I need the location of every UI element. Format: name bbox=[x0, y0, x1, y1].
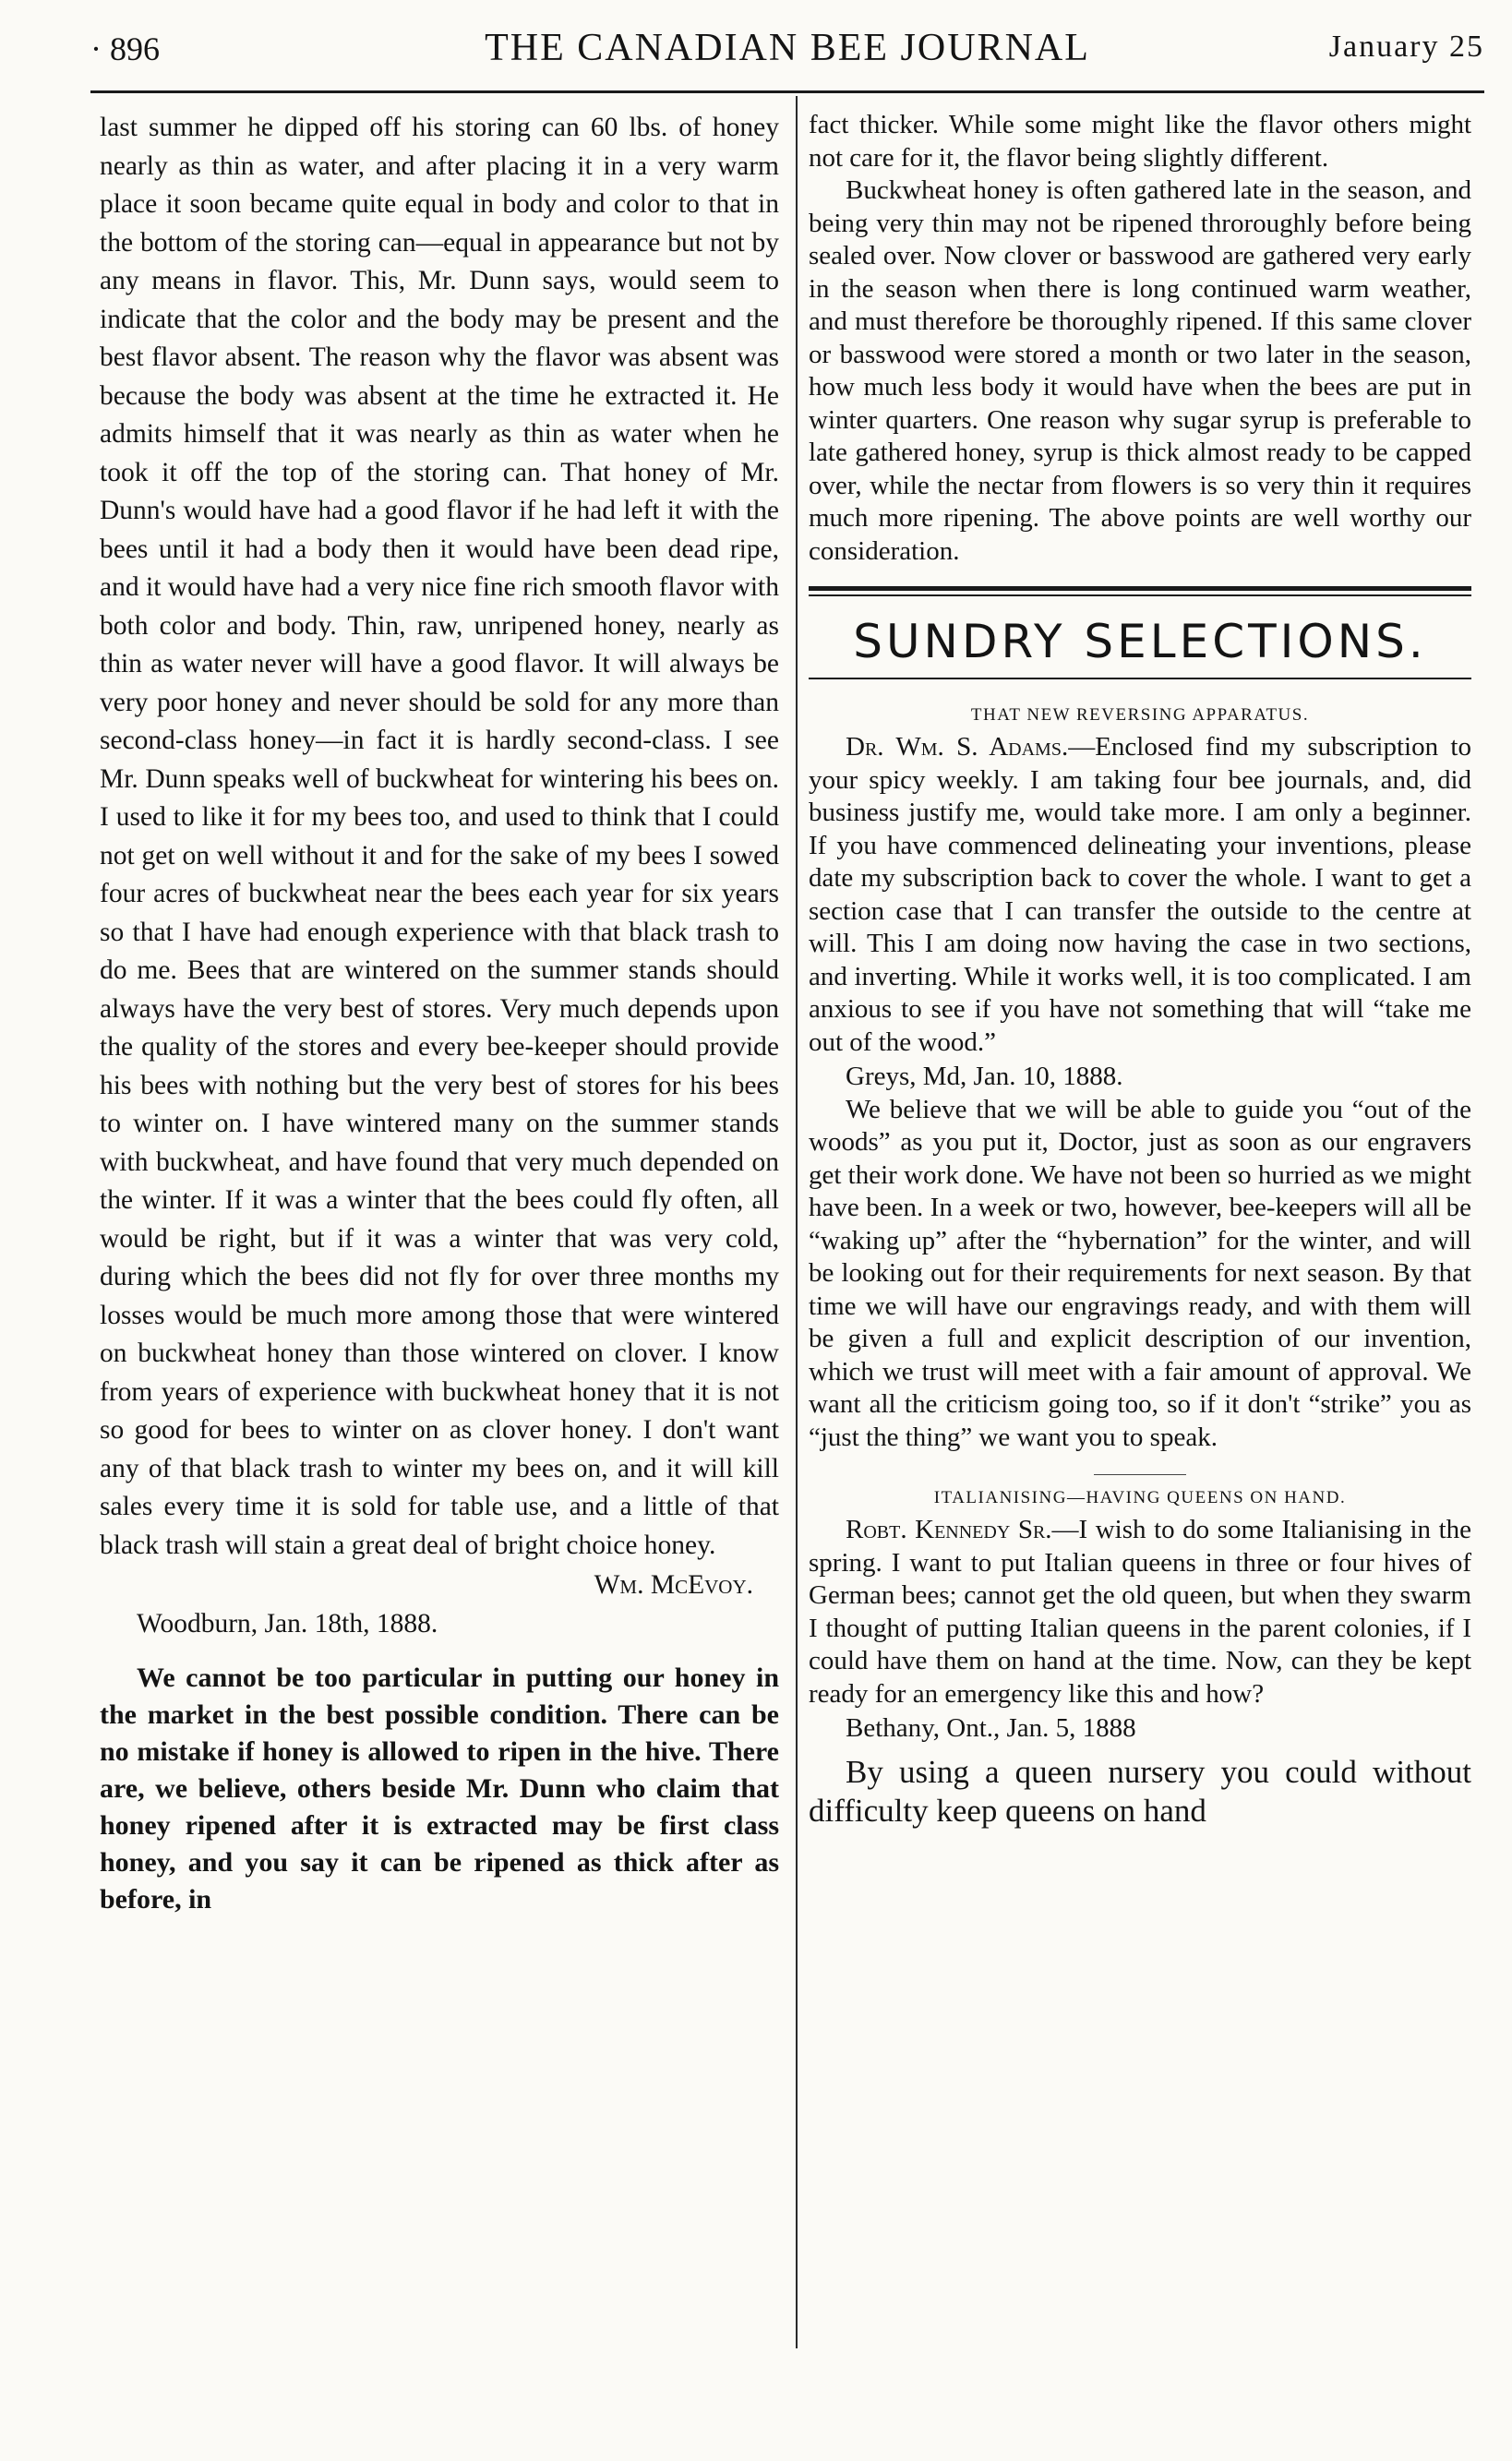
page-number: · 896 bbox=[90, 30, 160, 67]
letter-body: —I wish to do some Italianising in the spring. I want to put Italian queens in three or four hives of German bees; cannot get the old queen, but when they swarm I thought of putting Italian queens in the parent colonies, if I could have them on hand at the time. Now, can they be kept ready for an emergency like this and how? bbox=[809, 1515, 1471, 1709]
page-header bbox=[90, 24, 1484, 79]
letter-dateline: Greys, Md, Jan. 10, 1888. bbox=[846, 1062, 1123, 1091]
header-rule bbox=[90, 90, 1484, 93]
section-title-rule bbox=[809, 678, 1471, 679]
section-title: SUNDRY SELECTIONS. bbox=[853, 615, 1427, 668]
editor-reply: By using a queen nursery you could without difficulty keep queens on hand bbox=[809, 1753, 1471, 1829]
editor-reply: We believe that we will be able to guide you “out of the woods” as you put it, Doctor, just as soon as our engravers get their work done. We have not been so hurried as we might have been. In a week or two, however, bee-keepers will all be “waking up” after the “hybernation” for the winter, and will be looking out for their requirements for next season. By that time we will have our engravings ready, and with them will be given a full and explicit description of our invention, which we trust will meet with a fair amount of approval. We want all the criticism going too, so if it don't “strike” you as “just the thing” we want you to speak. bbox=[809, 1094, 1471, 1452]
journal-title: THE CANADIAN BEE JOURNAL bbox=[485, 27, 1090, 69]
letter-paragraph bbox=[809, 731, 1471, 1059]
issue-date: January 25 bbox=[1328, 30, 1484, 64]
right-column bbox=[809, 109, 1471, 1831]
author-signature: Wm. McEvoy. bbox=[594, 1570, 753, 1600]
continuation-paragraph: fact thicker. While some might like the flavor others might not care for it, the flavor being slightly different. bbox=[809, 110, 1471, 173]
article-heading: ITALIANISING—HAVING QUEENS ON HAND. bbox=[933, 1488, 1347, 1507]
letter-paragraph bbox=[809, 1514, 1471, 1711]
continuation-paragraph: Buckwheat honey is often gathered late in the season, and being very thin may not be ripened throroughly before being sealed over. Now clover or basswood are gathered very early in the season when there is long continued warm weather, and must therefore be thoroughly ripened. If this same clover or basswood were stored a month or two later in the season, how much less body it would have when the bees are put in winter quarters. One reason why sugar syrup is preferable to late gathered honey, syrup is thick almost ready to be capped over, while the nectar from flowers is so very thin it requires much more ripening. The above points are well worthy our consideration. bbox=[809, 175, 1471, 566]
article-paragraph: last summer he dipped off his storing can 60 lbs. of honey nearly as thin as water, and after placing it in a very warm place it soon became quite equal in body and color to that in the bottom of the storing can—equal in appearance but not by any means in flavor. This, Mr. Dunn says, would seem to indicate that the color and the body may be present and the best flavor absent. The reason why the flavor was absent was because the body was absent at the time he extracted it. He admits himself that it was nearly as thin as water when he took it off the top of the storing can. That honey of Mr. Dunn's would have had a good flavor if he had left it with the bees until it had a body then it would have been dead ripe, and it would have had a very nice fine rich smooth flavor with both color and body. Thin, raw, unripened honey, nearly as thin as water never will have a good flavor. It will always be very poor honey and never should be sold for any more than second-class honey—in fact it is hardly second-class. I see Mr. Dunn speaks well of buckwheat for wintering his bees on. I used to like it for my bees too, and used to think that I could not get on well without it and for the sake of my bees I sowed four acres of buckwheat near the bees each year for six years so that I have had enough experience with that black trash to do me. Bees that are wintered on the summer stands should always have the very best of stores. Very much depends upon the quality of the stores and every bee-keeper should provide his bees with nothing but the very best of stores for his bees to winter on. I have wintered many on the summer stands with buckwheat, and have found that very much depended on the winter. If it was a winter that the bees could fly often, all would be right, but if it was a winter that was very cold, during which the bees did not fly for over three months my losses would be much more among those that were wintered on buckwheat honey than those wintered on clover. I know from years of experience with buckwheat honey that it is not so good for bees to winter on as clover honey. I don't want any of that black trash to winter my bees on, and it will kill sales every time it is sold for table use, and a little of that black trash will stain a great deal of bright choice honey. bbox=[100, 113, 779, 1560]
left-column bbox=[100, 109, 779, 1918]
letter-dateline: Bethany, Ont., Jan. 5, 1888 bbox=[846, 1713, 1136, 1743]
letter-author: Dr. Wm. S. Adams. bbox=[846, 732, 1069, 762]
article-dateline: Woodburn, Jan. 18th, 1888. bbox=[137, 1608, 438, 1639]
article-separator bbox=[1094, 1474, 1186, 1475]
section-rule bbox=[809, 586, 1471, 591]
column-divider bbox=[796, 96, 798, 2348]
editorial-comment: We cannot be too particular in putting our honey in the market in the best possible condition. There can be no mistake if honey is allowed to ripen in the hive. There are, we believe, others beside Mr. Dunn who claim that honey ripened after it is extracted may be first class honey, and you say it can be ripened as thick after as before, in bbox=[100, 1663, 779, 1915]
article-heading: THAT NEW REVERSING APPARATUS. bbox=[970, 705, 1310, 725]
letter-body: —Enclosed find my subscription to your spicy weekly. I am taking four bee journals, and, did business justify me, would take more. I am only a beginner. If you have commenced delineating your inventions, please date my subscription back to cover the whole. I want to get a section case that I can transfer the outside to the centre at will. This I am doing now having the case in two sections, and inverting. While it works well, it is too complicated. I am anxious to see if you have not something that will “take me out of the wood.” bbox=[809, 732, 1471, 1057]
section-rule bbox=[809, 594, 1471, 596]
letter-author: Robt. Kennedy Sr. bbox=[846, 1515, 1052, 1544]
